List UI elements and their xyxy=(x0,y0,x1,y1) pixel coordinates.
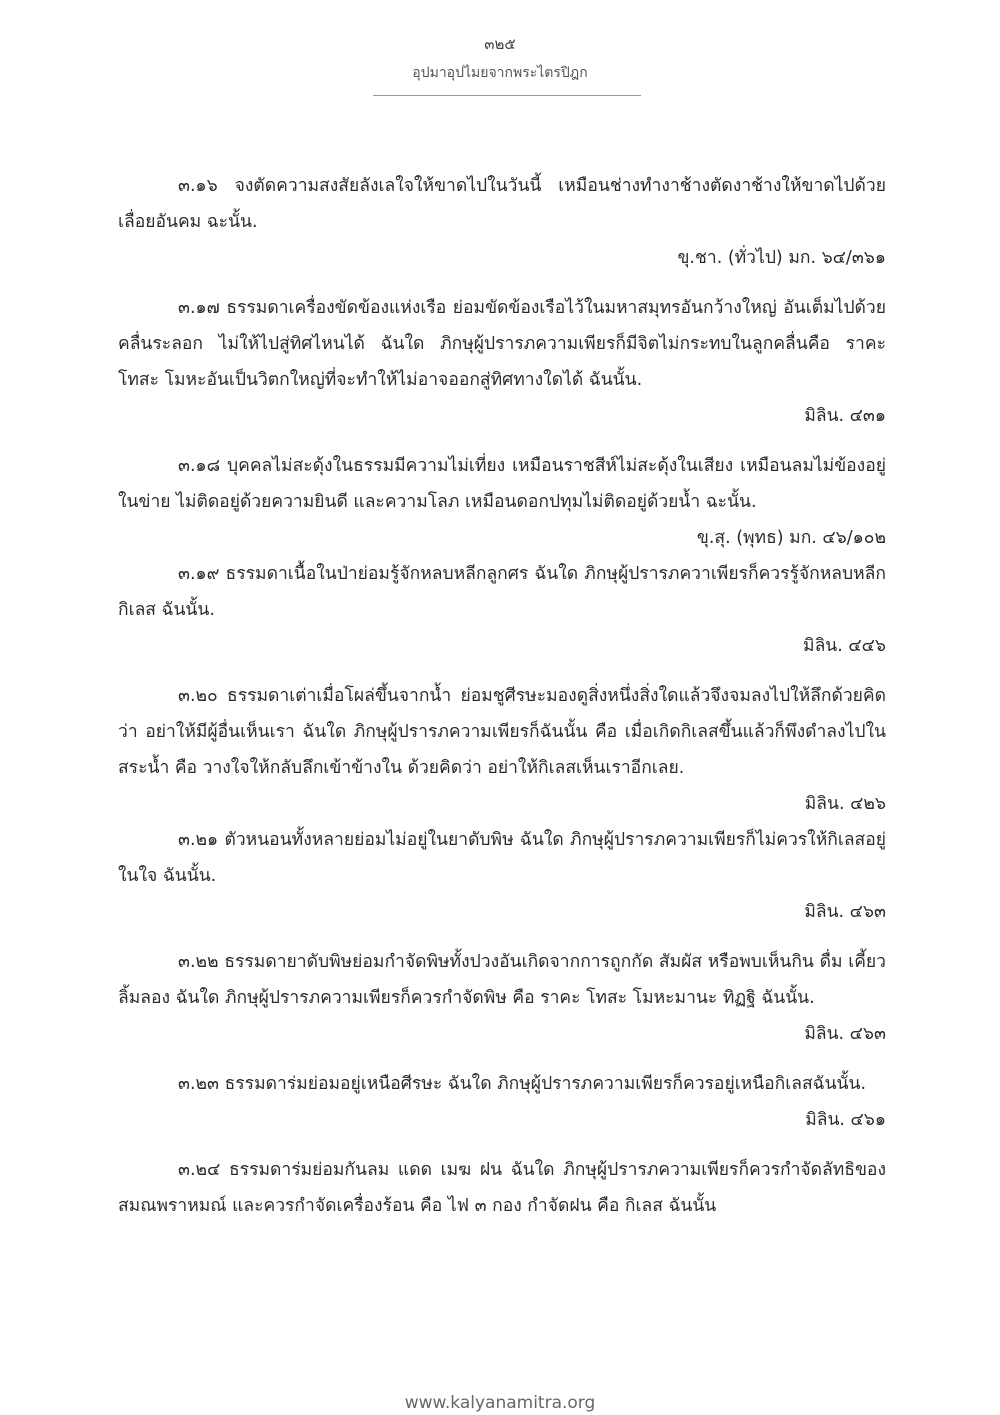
header-divider xyxy=(373,95,641,96)
entry-3-16: ๓.๑๖ จงตัดความสงสัยลังเลใจให้ขาดไปในวันนี้ เหมือนช่างทำงาช้างตัดงาช้างให้ขาดไปด้วยเลื่อยอันคม ฉะนั้น. xyxy=(118,176,886,232)
reference-3-23: มิลิน. ๔๖๑ xyxy=(805,1110,886,1130)
reference-3-18: ขุ.สุ. (พุทธ) มก. ๔๖/๑๐๒ xyxy=(696,528,886,548)
reference-3-19: มิลิน. ๔๔๖ xyxy=(803,636,886,656)
entry-3-23: ๓.๒๓ ธรรมดาร่มย่อมอยู่เหนือศีรษะ ฉันใด ภิกษุผู้ปรารภความเพียรก็ควรอยู่เหนือกิเลสฉันนั้น. xyxy=(178,1074,867,1094)
entry-3-24: ๓.๒๔ ธรรมดาร่มย่อมกันลม แดด เมฆ ฝน ฉันใด ภิกษุผู้ปรารภความเพียรก็ควรกำจัดลัทธิของสมณพราหมณ์ และควรกำจัดเครื่องร้อน คือ ไฟ ๓ กอง กำจัดฝน คือ กิเลส ฉันนั้น xyxy=(118,1160,886,1216)
footer-url: www.kalyanamitra.org xyxy=(404,1393,596,1413)
reference-3-17: มิลิน. ๔๓๑ xyxy=(804,406,886,426)
page-number: ๓๒๕ xyxy=(484,35,516,53)
reference-3-20: มิลิน. ๔๒๖ xyxy=(804,794,886,814)
entry-3-18: ๓.๑๘ บุคคลไม่สะดุ้งในธรรมมีความไม่เที่ยง เหมือนราชสีห์ไม่สะดุ้งในเสียง เหมือนลมไม่ข้องอยู่ในข่าย ไม่ติดอยู่ด้วยความยินดี และความโลภ เหมือนดอกปทุมไม่ติดอยู่ด้วยน้ำ ฉะนั้น. xyxy=(118,456,886,512)
entry-3-21: ๓.๒๑ ตัวหนอนทั้งหลายย่อมไม่อยู่ในยาดับพิษ ฉันใด ภิกษุผู้ปรารภความเพียรก็ไม่ควรให้กิเลสอยู่ในใจ ฉันนั้น. xyxy=(118,830,886,886)
reference-3-22: มิลิน. ๔๖๓ xyxy=(804,1024,886,1044)
book-title: อุปมาอุปไมยจากพระไตรปิฎก xyxy=(412,65,588,81)
reference-3-21: มิลิน. ๔๖๓ xyxy=(804,902,886,922)
entry-3-19: ๓.๑๙ ธรรมดาเนื้อในป่าย่อมรู้จักหลบหลีกลูกศร ฉันใด ภิกษุผู้ปรารภควาเพียรก็ควรรู้จักหลบหลีกกิเลส ฉันนั้น. xyxy=(118,564,886,620)
entry-3-20: ๓.๒๐ ธรรมดาเต่าเมื่อโผล่ขึ้นจากน้ำ ย่อมชูศีรษะมองดูสิ่งหนึ่งสิ่งใดแล้วจึงจมลงไปให้ลึกด้วยคิดว่า อย่าให้มีผู้อื่นเห็นเรา ฉันใด ภิกษุผู้ปรารภความเพียรก็ฉันนั้น คือ เมื่อเกิดกิเลสขึ้นแล้วก็พึงดำลงไปในสระน้ำ คือ วางใจให้กลับลึกเข้าข้างใน ด้วยคิดว่า อย่าให้กิเลสเห็นเราอีกเลย. xyxy=(118,686,886,778)
document-body xyxy=(118,168,886,1224)
entry-3-22: ๓.๒๒ ธรรมดายาดับพิษย่อมกำจัดพิษทั้งปวงอันเกิดจากการถูกกัด สัมผัส หรือพบเห็นกิน ดื่ม เคี้ยว ลิ้มลอง ฉันใด ภิกษุผู้ปรารภความเพียรก็ควรกำจัดพิษ คือ ราคะ โทสะ โมหะมานะ ทิฏฐิ ฉันนั้น. xyxy=(118,952,886,1008)
entry-3-17: ๓.๑๗ ธรรมดาเครื่องขัดข้องแห่งเรือ ย่อมขัดข้องเรือไว้ในมหาสมุทรอันกว้างใหญ่ อันเต็มไปด้วยคลื่นระลอก ไม่ให้ไปสู่ทิศไหนได้ ฉันใด ภิกษุผู้ปรารภความเพียรก็มีจิตไม่กระทบในลูกคลื่นคือ ราคะ โทสะ โมหะอันเป็นวิตกใหญ่ที่จะทำให้ไม่อาจออกสู่ทิศทางใดได้ ฉันนั้น. xyxy=(118,298,886,390)
reference-3-16: ขุ.ชา. (ทั่วไป) มก. ๖๔/๓๖๑ xyxy=(677,248,886,268)
